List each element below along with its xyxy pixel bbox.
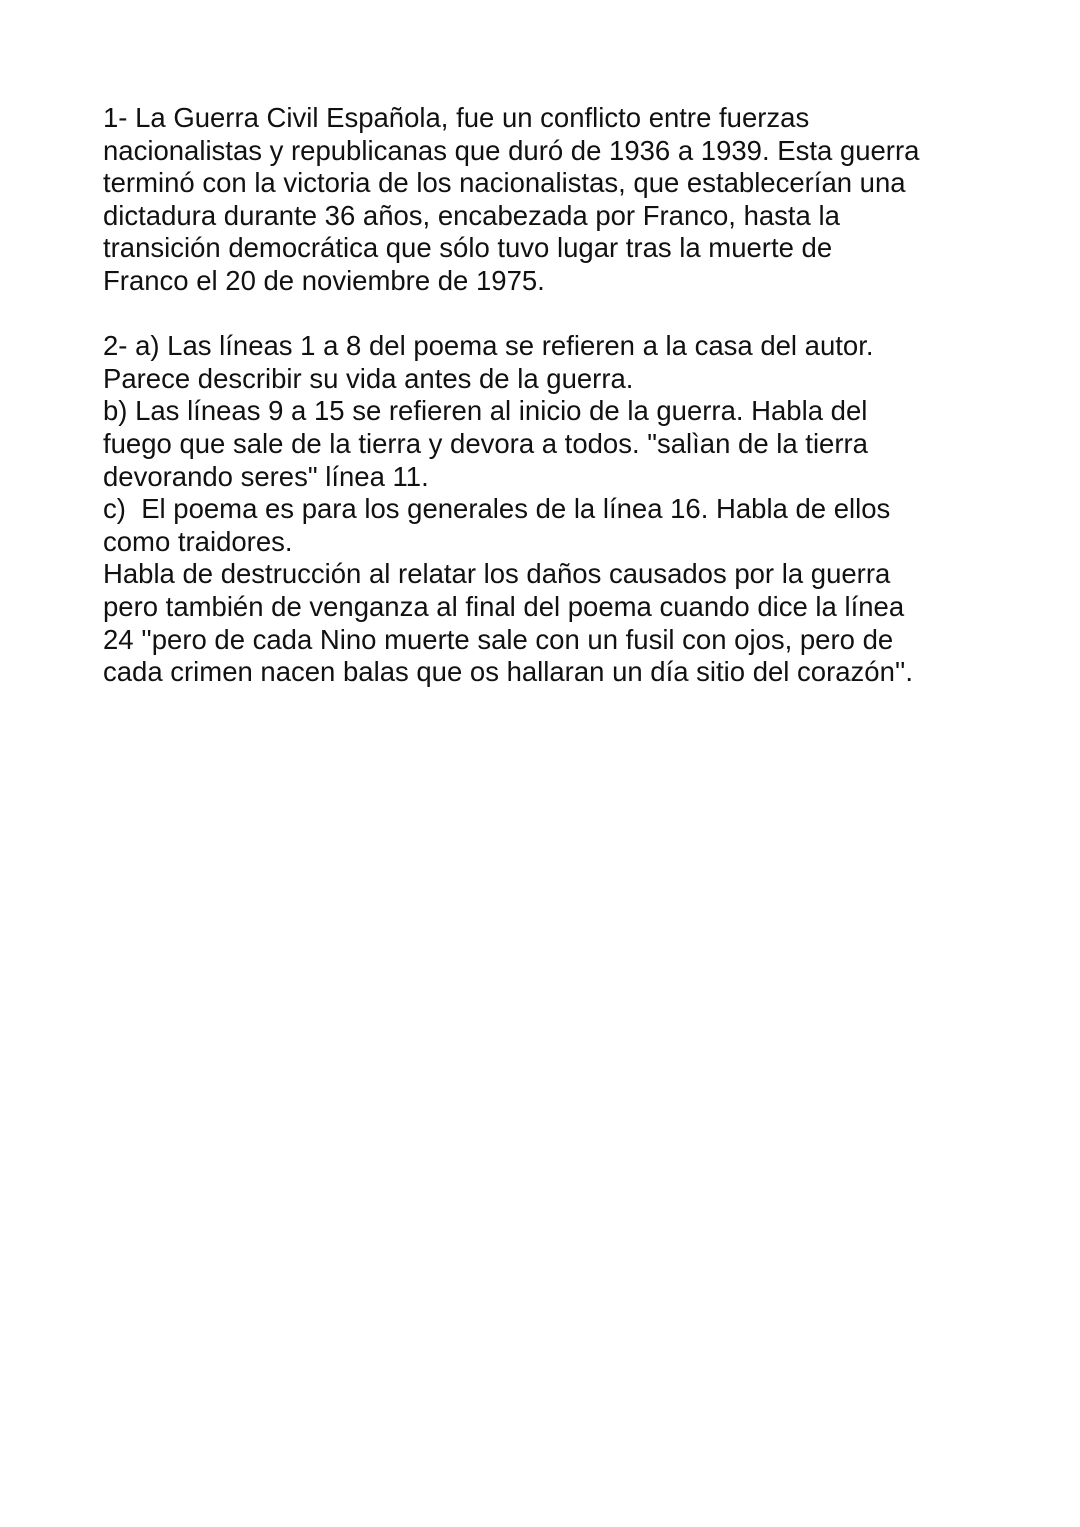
paragraph-spacer xyxy=(103,298,1003,331)
text-line: devorando seres" línea 11. xyxy=(103,460,429,492)
text-line: b) Las líneas 9 a 15 se refieren al inicio de la guerra. Habla del xyxy=(103,395,868,427)
text-line: nacionalistas y republicanas que duró de 1936 a 1939. Esta guerra xyxy=(103,134,920,166)
text-line: 2- a) Las líneas 1 a 8 del poema se refieren a la casa del autor. xyxy=(103,330,874,362)
text-line: transición democrática que sólo tuvo lugar tras la muerte de xyxy=(103,232,833,264)
text-line: dictadura durante 36 años, encabezada por Franco, hasta la xyxy=(103,199,840,231)
document-body xyxy=(103,102,1003,689)
text-line: Parece describir su vida antes de la guerra. xyxy=(103,362,634,394)
text-line: fuego que sale de la tierra y devora a todos. "salìan de la tierra xyxy=(103,427,868,459)
text-line: cada crimen nacen balas que os hallaran un día sitio del corazón''. xyxy=(103,656,914,688)
text-line: Habla de destrucción al relatar los daños causados por la guerra xyxy=(103,558,891,590)
text-line: como traidores. xyxy=(103,525,293,557)
text-line: c) El poema es para los generales de la línea 16. Habla de ellos xyxy=(103,493,891,525)
text-line: Franco el 20 de noviembre de 1975. xyxy=(103,264,545,296)
text-line: pero también de venganza al final del poema cuando dice la línea xyxy=(103,590,905,622)
answer-1-paragraph xyxy=(103,102,1003,298)
answer-2-paragraph xyxy=(103,330,1003,689)
text-line: 1- La Guerra Civil Española, fue un conflicto entre fuerzas xyxy=(103,102,810,133)
text-line: terminó con la victoria de los nacionalistas, que establecerían una xyxy=(103,167,906,199)
text-line: 24 ''pero de cada Nino muerte sale con un fusil con ojos, pero de xyxy=(103,623,894,655)
